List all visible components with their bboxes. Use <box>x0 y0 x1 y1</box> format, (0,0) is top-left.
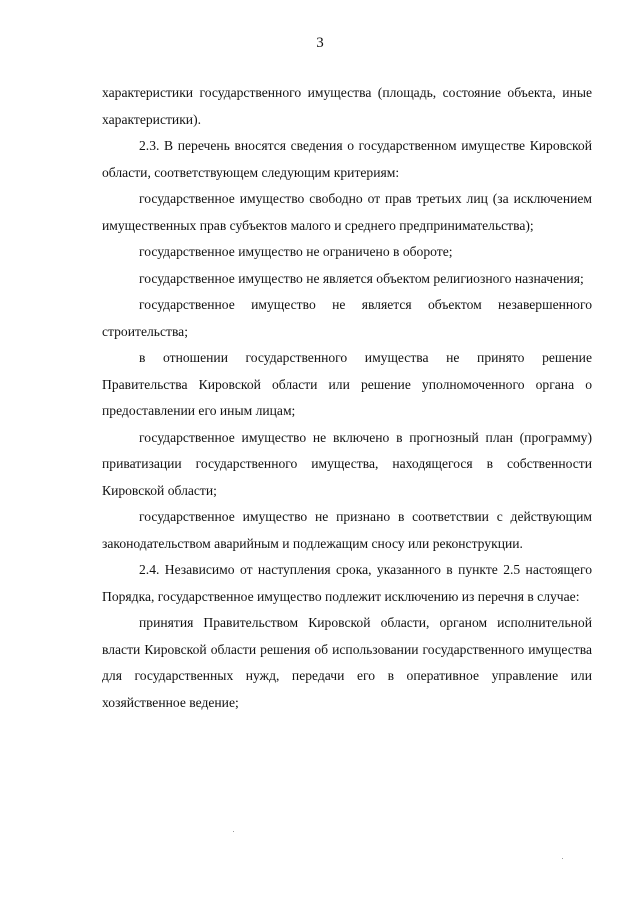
criterion-not-restricted: государственное имущество не ограничено в обороте; <box>139 244 453 259</box>
paragraph-continuation: характеристики государственного имущества (площадь, состояние объекта, иные характеристики). <box>102 85 592 127</box>
criterion-not-in-privatization-plan: государственное имущество не включено в прогнозный план (программу) приватизации государственного имущества, находящегося в собственности Кировской области; <box>102 429 592 498</box>
paragraph-2-3: 2.3. В перечень вносятся сведения о государственном имуществе Кировской области, соответствующем следующим критериям: <box>102 138 592 180</box>
scan-speck <box>562 858 563 859</box>
criterion-not-religious: государственное имущество не является объектом религиозного назначения; <box>139 270 584 286</box>
criterion-no-transfer-decision: в отношении государственного имущества не принято решение Правительства Кировской области или решение уполномоченного органа о предоставлении его иным лицам; <box>102 350 592 418</box>
scan-speck <box>233 831 234 832</box>
document-body <box>102 80 592 716</box>
exclusion-case-state-needs: принятия Правительством Кировской области, органом исполнительной власти Кировской области решения об использовании государственного имущества для государственных нужд, передачи его в оперативное управление или хозяйственное ведение; <box>102 615 592 710</box>
page-number: 3 <box>316 35 324 51</box>
criterion-not-emergency: государственное имущество не признано в соответствии с действующим законодательством аварийным и подлежащим сносу или реконструкции. <box>102 509 592 551</box>
criterion-not-unfinished-construction: государственное имущество не является объектом незавершенного строительства; <box>102 297 592 339</box>
paragraph-2-4: 2.4. Независимо от наступления срока, указанного в пункте 2.5 настоящего Порядка, государственное имущество подлежит исключению из перечня в случае: <box>102 562 592 604</box>
criterion-free-of-third-party-rights: государственное имущество свободно от прав третьих лиц (за исключением имущественных прав субъектов малого и среднего предпринимательства); <box>102 191 592 233</box>
